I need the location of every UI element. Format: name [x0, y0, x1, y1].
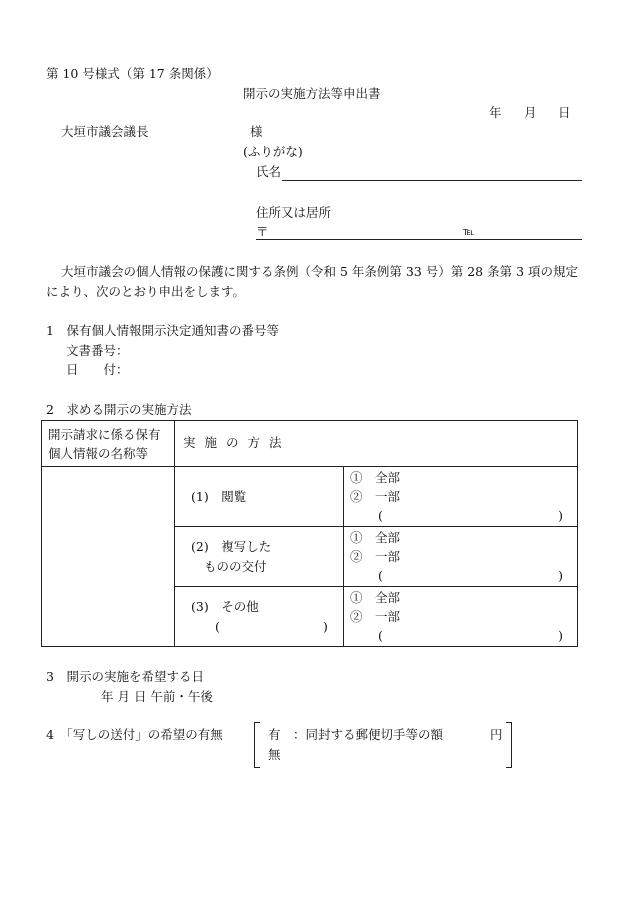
right-bracket — [506, 722, 512, 768]
document-date-label: 日 付： — [66, 362, 129, 377]
table-row — [42, 467, 578, 527]
left-bracket — [254, 722, 260, 768]
paren-open: ( — [378, 568, 383, 583]
method-label-line2: ものの交付 — [204, 558, 267, 574]
paren-open: ( — [378, 628, 383, 643]
paren-close: ) — [558, 568, 564, 583]
address-label: 住所又は居所 — [256, 205, 332, 220]
method-label-line1: (2) 複写した — [191, 538, 272, 554]
option-partial[interactable]: ② 一部 — [350, 609, 401, 624]
paren-close: ) — [558, 628, 564, 643]
paren-close: ) — [558, 508, 564, 523]
section2-heading: 2 求める開示の実施方法 — [46, 402, 192, 417]
date-month-label: 月 — [524, 105, 537, 120]
body-text-line1: 大垣市議会の個人情報の保護に関する条例（令和 5 年条例第 33 号）第 28 条第 3 項の規定 — [61, 264, 579, 279]
info-name-input-cell[interactable] — [42, 467, 175, 647]
body-text-line2: により、次のとおり申出をします。 — [46, 284, 246, 299]
partial-detail-field[interactable] — [350, 626, 577, 645]
method-label-line1: (3) その他 — [191, 598, 259, 614]
option-partial[interactable]: ② 一部 — [350, 549, 401, 564]
paren-open: ( — [215, 618, 220, 634]
date-day-label: 日 — [558, 105, 571, 120]
option-all[interactable]: ① 全部 — [350, 590, 401, 605]
method-options-cell — [344, 467, 578, 527]
postal-mark: 〒 — [256, 224, 269, 239]
option-all[interactable]: ① 全部 — [350, 470, 401, 485]
document-title: 開示の実施方法等申出書 — [243, 86, 381, 101]
paren-open: ( — [378, 508, 383, 523]
method-label-cell — [175, 527, 344, 587]
partial-detail-field[interactable] — [350, 506, 577, 525]
preferred-date-field[interactable]: 年 月 日 午前・午後 — [101, 689, 213, 704]
disclosure-method-table — [41, 420, 578, 647]
other-detail-field[interactable] — [191, 617, 343, 637]
furigana-label: (ふりがな) — [243, 144, 303, 159]
option-all[interactable]: ① 全部 — [350, 530, 401, 545]
partial-detail-field[interactable] — [350, 566, 577, 585]
form-number: 第 10 号様式（第 17 条関係） — [46, 66, 219, 81]
header-info-name-line1: 開示請求に係る保有 — [48, 426, 161, 442]
header-info-name-line2: 個人情報の名称等 — [48, 445, 149, 461]
method-options-cell — [344, 527, 578, 587]
method-label-cell — [175, 467, 344, 527]
method-options-cell — [344, 587, 578, 647]
date-year-label: 年 — [489, 105, 502, 120]
section1-heading: 1 保有個人情報開示決定通知書の番号等 — [46, 323, 279, 338]
name-field-line[interactable] — [282, 180, 582, 181]
option-yes[interactable]: 有 ：同封する郵便切手等の額 — [268, 727, 444, 742]
paren-close: ) — [323, 618, 328, 634]
option-partial[interactable]: ② 一部 — [350, 489, 401, 504]
tel-mark: ℡ — [463, 225, 475, 238]
address-field-line[interactable] — [256, 239, 582, 240]
addressee-name: 大垣市議会議長 — [61, 124, 149, 139]
yen-label: 円 — [490, 727, 503, 742]
section4-heading: 4 「写しの送付」の希望の有無 — [46, 727, 223, 742]
section3-heading: 3 開示の実施を希望する日 — [46, 669, 204, 684]
header-method-cell: 実施の方法 — [175, 421, 578, 467]
table-header-row — [42, 421, 578, 467]
method-label-line1: (1) 閲覧 — [191, 488, 247, 504]
name-label: 氏名 — [256, 164, 282, 179]
addressee-honorific: 様 — [250, 124, 263, 139]
option-no[interactable]: 無 — [268, 747, 281, 762]
method-label-cell — [175, 587, 344, 647]
document-number-label: 文書番号： — [66, 343, 129, 358]
header-info-name-cell — [42, 421, 175, 467]
